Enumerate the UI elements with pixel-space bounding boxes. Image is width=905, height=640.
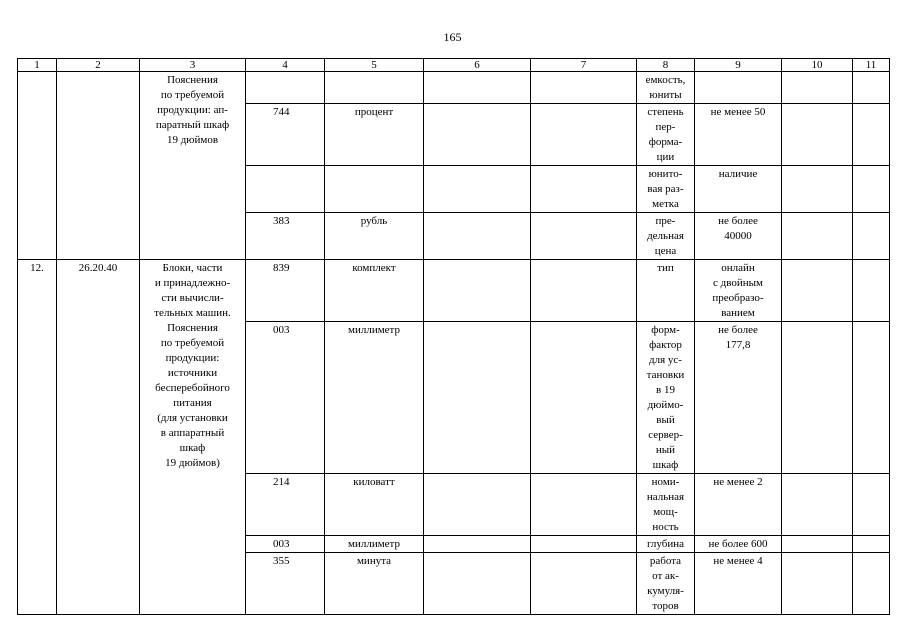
characteristic: пре- дельная цена: [637, 213, 695, 260]
unit-name: киловатт: [325, 474, 424, 536]
header-cell: 8: [637, 59, 695, 72]
requirements-table: [17, 58, 890, 615]
unit-code: 839: [246, 260, 325, 322]
characteristic: емкость, юниты: [637, 72, 695, 104]
unit-code: 003: [246, 536, 325, 553]
header-cell: 6: [424, 59, 531, 72]
characteristic: юнито- вая раз- метка: [637, 166, 695, 213]
empty-cell: [782, 260, 853, 322]
okpd-code: 26.20.40: [57, 260, 140, 615]
product-description: Блоки, части и принадлежно- сти вычисли- тельных машин. Пояснения по требуемой продукции: источники бесперебойного питания (для установки в аппаратный шкаф 19 дюймов): [140, 260, 246, 615]
unit-name: [325, 72, 424, 104]
empty-cell: [531, 213, 637, 260]
characteristic: тип: [637, 260, 695, 322]
header-cell: 1: [18, 59, 57, 72]
table-row: [18, 72, 890, 104]
characteristic-value: онлайн с двойным преобразо- ванием: [695, 260, 782, 322]
unit-code: 744: [246, 104, 325, 166]
unit-code: 214: [246, 474, 325, 536]
header-cell: 3: [140, 59, 246, 72]
table-row: [18, 260, 890, 322]
header-cell: 4: [246, 59, 325, 72]
empty-cell: [424, 166, 531, 213]
empty-cell: [531, 322, 637, 474]
empty-cell: [424, 536, 531, 553]
empty-cell: [424, 474, 531, 536]
empty-cell: [853, 213, 890, 260]
unit-code: 383: [246, 213, 325, 260]
unit-name: [325, 166, 424, 213]
row-number-cell: [18, 72, 57, 260]
empty-cell: [782, 72, 853, 104]
unit-name: рубль: [325, 213, 424, 260]
empty-cell: [853, 536, 890, 553]
okpd-code-cell: [57, 72, 140, 260]
row-number: 12.: [18, 260, 57, 615]
empty-cell: [782, 553, 853, 615]
characteristic-value: не более 177,8: [695, 322, 782, 474]
empty-cell: [531, 553, 637, 615]
empty-cell: [424, 72, 531, 104]
header-cell: 5: [325, 59, 424, 72]
characteristic-value: не менее 4: [695, 553, 782, 615]
empty-cell: [853, 260, 890, 322]
empty-cell: [853, 553, 890, 615]
characteristic: форм- фактор для ус- тановки в 19 дюймо- вый сервер- ный шкаф: [637, 322, 695, 474]
empty-cell: [531, 536, 637, 553]
empty-cell: [424, 104, 531, 166]
empty-cell: [782, 536, 853, 553]
characteristic: глубина: [637, 536, 695, 553]
empty-cell: [782, 104, 853, 166]
characteristic: номи- нальная мощ- ность: [637, 474, 695, 536]
unit-code: [246, 72, 325, 104]
header-cell: 7: [531, 59, 637, 72]
empty-cell: [782, 474, 853, 536]
empty-cell: [853, 474, 890, 536]
empty-cell: [531, 104, 637, 166]
empty-cell: [853, 166, 890, 213]
empty-cell: [853, 104, 890, 166]
empty-cell: [782, 322, 853, 474]
product-description: Пояснения по требуемой продукции: ап- паратный шкаф 19 дюймов: [140, 72, 246, 260]
header-cell: 10: [782, 59, 853, 72]
empty-cell: [782, 166, 853, 213]
characteristic-value: не более 40000: [695, 213, 782, 260]
characteristic-value: не более 600: [695, 536, 782, 553]
empty-cell: [424, 553, 531, 615]
unit-name: минута: [325, 553, 424, 615]
characteristic: степень пер- форма- ции: [637, 104, 695, 166]
empty-cell: [424, 322, 531, 474]
unit-name: процент: [325, 104, 424, 166]
characteristic-value: [695, 72, 782, 104]
header-cell: 2: [57, 59, 140, 72]
empty-cell: [853, 322, 890, 474]
header-cell: 11: [853, 59, 890, 72]
unit-name: миллиметр: [325, 536, 424, 553]
empty-cell: [782, 213, 853, 260]
header-row: [18, 59, 890, 72]
empty-cell: [531, 166, 637, 213]
characteristic-value: не менее 2: [695, 474, 782, 536]
empty-cell: [531, 72, 637, 104]
empty-cell: [531, 260, 637, 322]
empty-cell: [424, 213, 531, 260]
empty-cell: [853, 72, 890, 104]
characteristic-value: наличие: [695, 166, 782, 213]
page-number: 165: [443, 30, 462, 44]
characteristic: работа от ак- кумуля- торов: [637, 553, 695, 615]
characteristic-value: не менее 50: [695, 104, 782, 166]
header-cell: 9: [695, 59, 782, 72]
unit-code: 003: [246, 322, 325, 474]
unit-name: миллиметр: [325, 322, 424, 474]
unit-code: 355: [246, 553, 325, 615]
empty-cell: [531, 474, 637, 536]
unit-name: комплект: [325, 260, 424, 322]
empty-cell: [424, 260, 531, 322]
unit-code: [246, 166, 325, 213]
